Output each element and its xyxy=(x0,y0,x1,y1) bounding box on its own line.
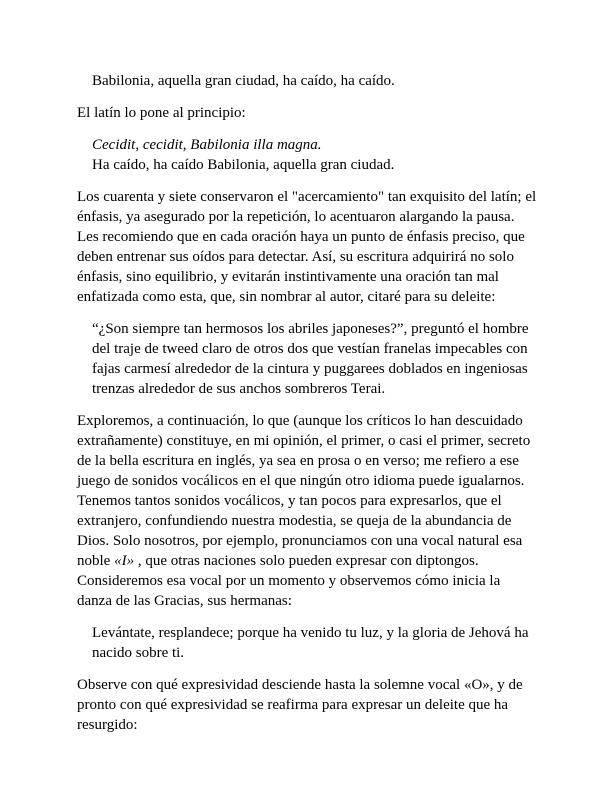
quote-arise-shine: Levántate, resplandece; porque ha venido tu luz, y la gloria de Jehová ha nacido sobre ti. xyxy=(92,625,529,661)
paragraph-emphasis: Los cuarenta y siete conservaron el "acercamiento" tan exquisito del latín; el énfasis, ya asegurado por la repetición, lo acentuaron alargando la pausa. Les recomiendo que en cada oración haya un punto de énfasis preciso, que deben entrenar sus oídos para detectar. Así, su escritura adquirirá no solo énfasis, sino equilibrio, y evitarán instintivamente una oración tan mal enfatizada como esta, que, sin nombrar al autor, citaré para su deleite: xyxy=(77,189,537,305)
vowel-i-italic: «I» xyxy=(114,553,135,569)
document-page xyxy=(77,71,537,735)
vowel-text-start: Exploremos, a continuación, lo que (aunque los críticos lo han descuidado extrañamente) constituye, en mi opinión, el primer, o casi el primer, secreto de la bella escritura en inglés, ya sea en prosa o en verso; me refiero a ese juego de sonidos vocálicos en el que ningún otro idioma puede igualarnos. Tenemos tantos sonidos vocálicos, y tan pocos para expresarlos, que el extranjero, confundiendo nuestra modestia, se queja de la abundancia de Dios. Solo nosotros, por ejemplo, pronunciamos con una vocal natural esa noble xyxy=(77,413,531,569)
latin-verse-line: Cecidit, cecidit, Babilonia illa magna. xyxy=(92,137,322,153)
paragraph-latin-intro: El latín lo pone al principio: xyxy=(77,105,246,121)
paragraph-vowel-o: Observe con qué expresividad desciende hasta la solemne vocal «O», y de pronto con qué expresividad se reafirma para expresar un deleite que ha resurgido: xyxy=(77,677,523,733)
paragraph-vowel-sounds xyxy=(77,411,537,611)
quote-japanese-aprils: “¿Son siempre tan hermosos los abriles japoneses?”, preguntó el hombre del traje de tweed claro de otros dos que vestían franelas impecables con fajas carmesí alrededor de la cintura y puggarees doblados en ingeniosas trenzas alrededor de sus anchos sombreros Terai. xyxy=(92,321,529,397)
vowel-text-end: , que otras naciones solo pueden expresar con diptongos. Consideremos esa vocal por un momento y observemos cómo inicia la danza de las Gracias, sus hermanas: xyxy=(77,553,501,609)
translated-verse-line: Ha caído, ha caído Babilonia, aquella gran ciudad. xyxy=(92,157,395,173)
quote-latin-verse xyxy=(77,135,537,175)
quote-babylon: Babilonia, aquella gran ciudad, ha caído, ha caído. xyxy=(92,73,395,89)
